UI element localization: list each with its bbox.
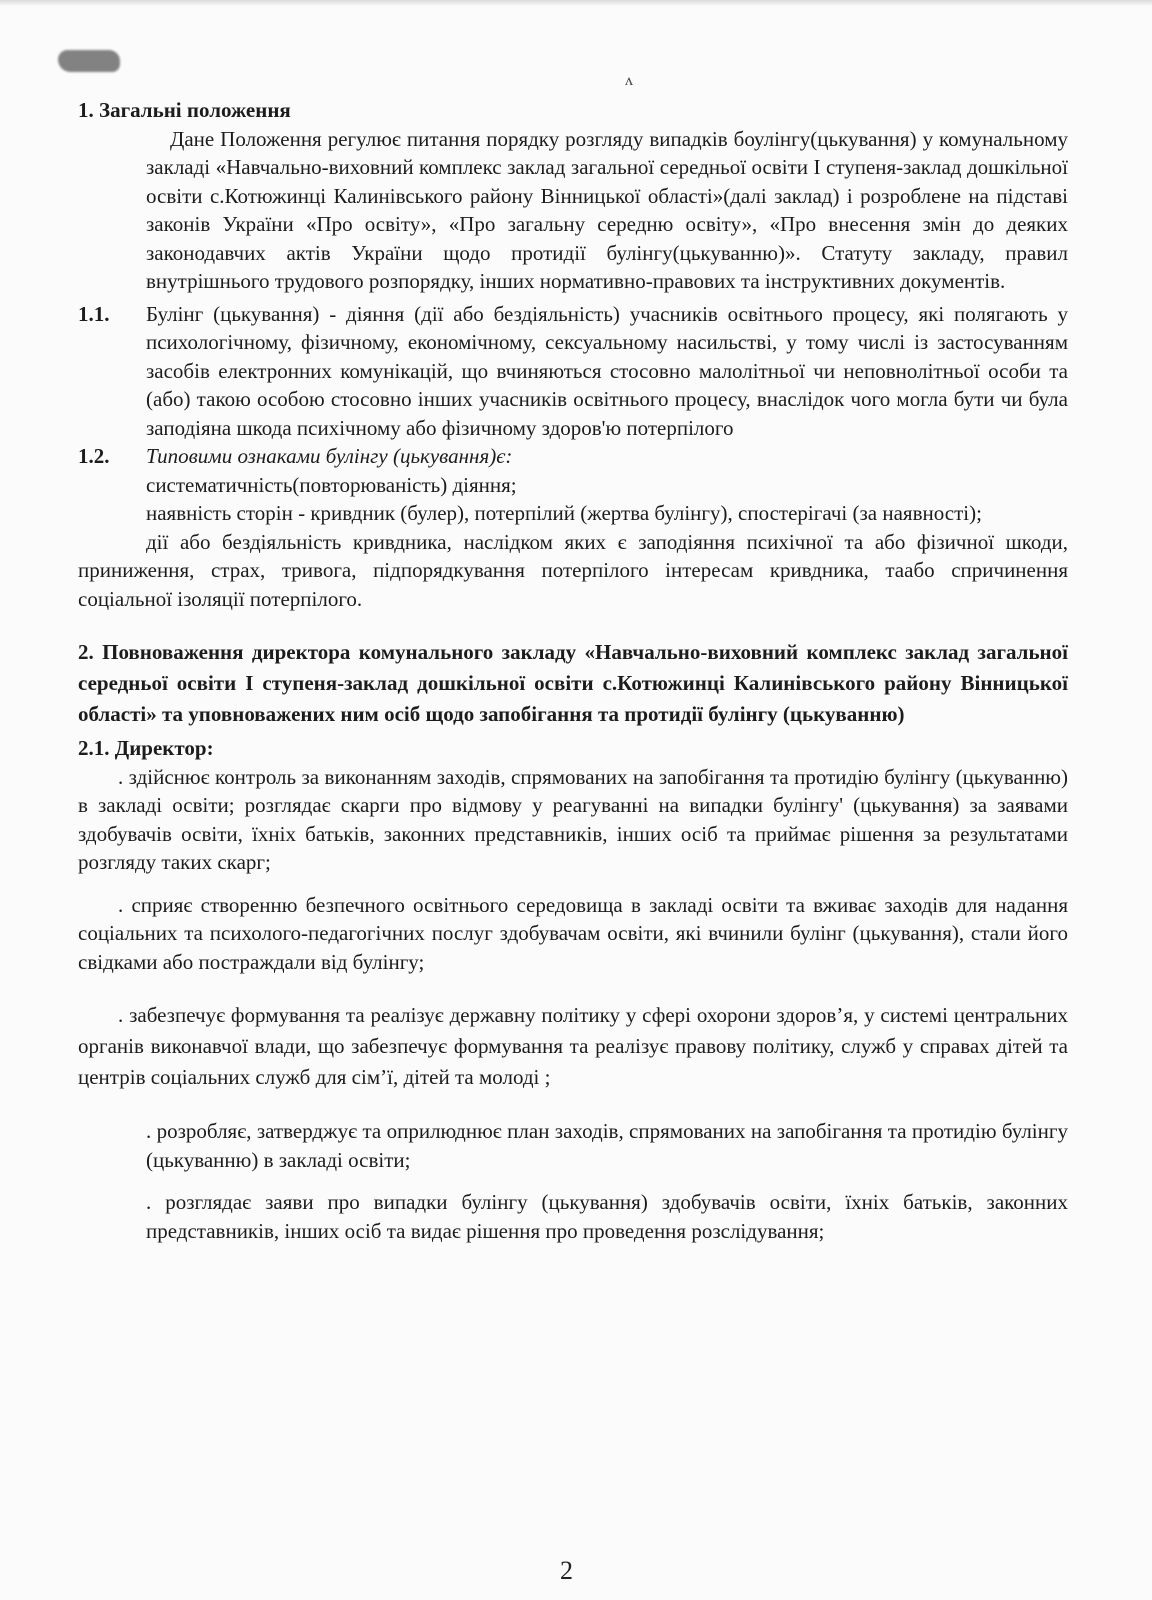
item-1-2-text: Типовими ознаками булінгу (цькування)є: bbox=[146, 444, 513, 468]
director-duty-5: . розглядає заяви про випадки булінгу (цькування) здобувачів освіти, їхніх батьків, законних представників, інших осіб та видає рішення про проведення розслідування; bbox=[146, 1190, 1068, 1243]
item-1-2-number: 1.2. bbox=[78, 444, 110, 468]
director-duty-2: . сприяє створенню безпечного освітнього середовища в закладі освіти та вживає заходів для надання соціальних та психолого-педагогічних послуг здобувачам освіти, які вчинили булінг (цькування), стали його свідками або постраждали від булінгу; bbox=[78, 892, 1068, 974]
item-1-2 bbox=[78, 442, 1068, 471]
sign-actions: дії або бездіяльність кривдника, наслідком яких є заподіяння психічної та або фізичної шкоди, приниження, страх, тривога, підпорядкування потерпілого інтересам кривдника, таабо спричинення соціальної ізоляції потерпілого. bbox=[78, 529, 1068, 611]
page-number: 2 bbox=[560, 1556, 573, 1585]
sign-systematic: систематичність(повторюваність) діяння; bbox=[146, 472, 517, 497]
sign-parties: наявність сторін - кривдник (булер), потерпілий (жертва булінгу), спостерігачі (за наявності); bbox=[146, 501, 982, 525]
document-body bbox=[78, 96, 1068, 1245]
section-1-heading: 1. Загальні положення bbox=[78, 98, 291, 122]
director-duty-3: . забезпечує формування та реалізує державну політику у сфері охорони здоров’я, у системі центральних органів виконавчої влади, що забезпечує формування та реалізує правову політику, служб у справах дітей та центрів соціальних служб для сім’ї, дітей та молоді ; bbox=[78, 1003, 1068, 1089]
section-2-heading: 2. Повноваження директора комунального закладу «Навчально-виховний комплекс заклад загальної середньої освіти I ступеня-заклад дошкільної освіти с.Котюжинці Калинівського району Вінницької області» та уповноважених ним осіб щодо запобігання та протидії булінгу (цькуванню) bbox=[78, 640, 1068, 726]
section-1-intro: Дане Положення регулює питання порядку розгляду випадків боулінгу(цькування) у комунальному закладі «Навчально-виховний комплекс заклад загальної середньої освіти I ступеня-заклад дошкільної освіти с.Котюжинці Калинівського району Вінницької області»(далі заклад) і розроблене на підставі законів України «Про освіту», «Про загальну середню освіту», «Про внесення змін до деяких законодавчих актів України щодо протидії булінгу(цькуванню)». Статуту закладу, правил внутрішнього трудового розпорядку, інших нормативно-правових та інструктивних документів. bbox=[146, 126, 1068, 293]
director-duty-1: . здійснює контроль за виконанням заходів, спрямованих на запобігання та протидію булінгу (цькуванню) в закладі освіти; розглядає скарги про відмову у реагуванні на випадки булінгу' (цькування) за заявами здобувачів освіти, їхніх батьків, законних представників, інших осіб та приймає рішення за результатами розгляду таких скарг; bbox=[78, 764, 1068, 874]
item-1-1-text: Булінг (цькування) - діяння (дії або бездіяльність) учасників освітнього процесу, які полягають у психологічному, фізичному, економічному, сексуальному насильстві, у тому числі із застосуванням засобів електронних комунікацій, що вчиняються стосовно малолітньої чи неповнолітньої особи та (або) такою особою стосовно інших учасників освітнього процесу, внаслідок чого могла бути чи була заподіяна шкода психічному або фізичному здоров'ю потерпілого bbox=[146, 301, 1068, 440]
item-1-1 bbox=[78, 300, 1068, 443]
ink-mark: ʌ bbox=[625, 72, 633, 89]
ink-smudge bbox=[58, 50, 120, 72]
item-1-1-number: 1.1. bbox=[78, 301, 110, 326]
director-duty-4: . розробляє, затверджує та оприлюднює план заходів, спрямованих на запобігання та протидію булінгу (цькуванню) в закладі освіти; bbox=[146, 1119, 1068, 1172]
scan-top-edge bbox=[0, 0, 1152, 6]
section-2-1-heading: 2.1. Директор: bbox=[78, 736, 214, 760]
